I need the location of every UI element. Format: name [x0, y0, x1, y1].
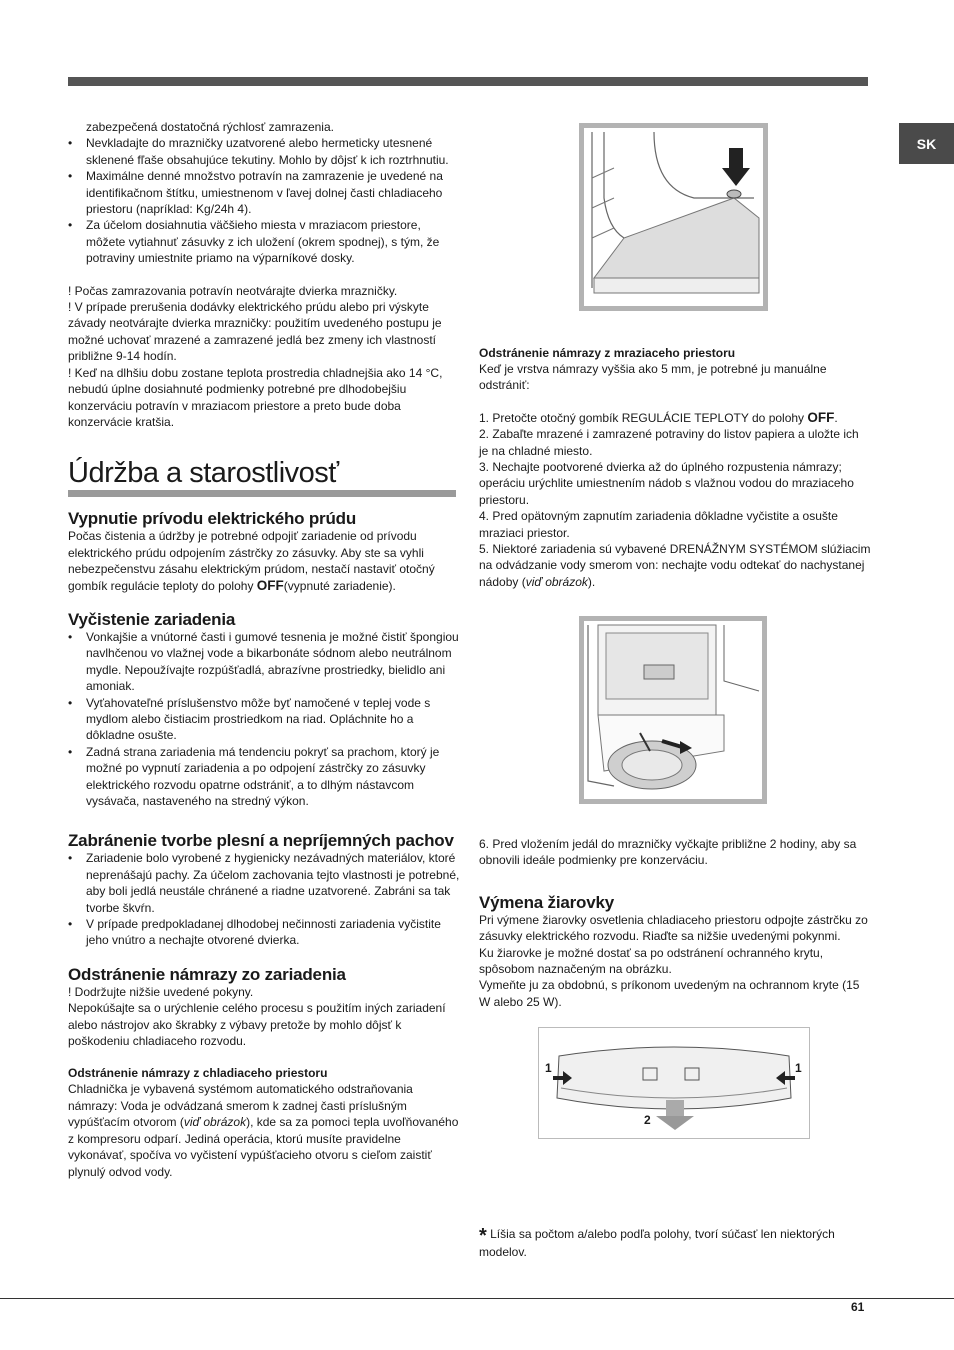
freezer-defrost-subtitle: Odstránenie námrazy z mraziaceho priestoru: [479, 346, 736, 360]
fridge-defrost-subtitle: Odstránenie námrazy z chladiaceho priestoru: [68, 1066, 328, 1081]
intro-bullet-list: [68, 135, 460, 266]
off-label: OFF: [807, 409, 835, 425]
section-title-mould: Zabránenie tvorbe plesní a nepríjemných pachov: [68, 831, 454, 851]
bulb-cover-figure: [538, 1027, 810, 1139]
section-title-power: Vypnutie prívodu elektrického prúdu: [68, 509, 357, 529]
section-title-defrost: Odstránenie námrazy zo zariadenia: [68, 964, 346, 984]
list-item: • Maximálne denné množstvo potravín na zamrazenie je uvedené na identifikačnom štítku, umiestnenom v ľavej dolnej časti chladiaceho priestoru (napríklad: Kg/24h 4).: [68, 168, 460, 217]
defrost-note: ! Dodržujte nižšie uvedené pokyny.: [68, 984, 254, 999]
list-item: • Zadná strana zariadenia má tendenciu pokryť sa prachom, ktorý je možné po vypnutí zariadenia a po odpojení zástrčky zo zásuvky elektrického rozvodu opatrne odstrániť, a to dlhým nástavcom vysávača, nastaveného na stredný výkon.: [68, 744, 460, 810]
drainage-illustration: [584, 621, 762, 799]
page-title: Údržba a starostlivosť: [68, 456, 456, 497]
right-column-defrost: [479, 345, 871, 590]
fridge-defrost-text: Chladnička je vybavená systémom automatického odstraňovania námrazy: Voda je odvádzaná smerom k zadnej časti príslušným vypúšťacím otvorom (viď obrázok), kde sa za pomoci tepla uvoľňovaného z kompresoru odparí. Jediná operácia, ktorú musíte pravidelne vykonávať, spočíva vo vyčistení vypúšťacieho otvoru s cieľom zaistiť plynulý odvod vody.: [68, 1082, 459, 1179]
footnote: * Líšia sa počtom a/alebo podľa polohy, tvorí súčasť len niektorých modelov.: [479, 1225, 835, 1259]
drainage-figure: [579, 616, 767, 804]
left-column: [68, 119, 460, 1180]
freezer-defrost-intro: Keď je vrstva námrazy vyššia ako 5 mm, je potrebné ju manuálne odstrániť:: [479, 362, 827, 393]
footer-divider: [0, 1298, 954, 1299]
freezer-compartment-figure: [579, 123, 768, 311]
step-4: 4. Pred opätovným zapnutím zariadenia dôkladne vyčistite a osušte mraziaci priestor.: [479, 509, 838, 540]
bulb-text: Pri výmene žiarovky osvetlenia chladiaceho priestoru odpojte zástrčku zo zásuvky elektrického rozvodu. Riaďte sa nižšie uvedenými pokynmi.: [479, 912, 868, 944]
header-bar: [68, 77, 868, 86]
step-1: 1. Pretočte otočný gombík REGULÁCIE TEPLOTY do polohy OFF.: [479, 409, 838, 425]
step-3: 3. Nechajte pootvorené dvierka až do úplného rozpustenia námrazy; operáciu urýchlite umiestnením nádob s vlažnou vodou do mraziaceho priestoru.: [479, 460, 854, 507]
defrost-text: Nepokúšajte sa o urýchlenie celého procesu s použitím iných zariadení alebo nástrojov ako škrabky z výbavy pretože by mohlo dôjsť k poškodeniu chladiaceho rozvodu.: [68, 1001, 446, 1049]
section-title-cleaning: Vyčistenie zariadenia: [68, 609, 236, 629]
footnote-star: *: [479, 1225, 487, 1247]
figure-label-right: 1: [795, 1061, 802, 1075]
section-title-bulb: Výmena žiarovky: [479, 892, 614, 912]
step-2: 2. Zabaľte mrazené i zamrazené potraviny do listov papiera a uložte ich je na chladné miesto.: [479, 427, 859, 458]
cleaning-bullet-list: [68, 629, 460, 809]
figure-label-bottom: 2: [644, 1113, 651, 1127]
figure-label-left: 1: [545, 1061, 552, 1075]
list-item: • Za účelom dosiahnutia väčšieho miesta v mraziacom priestore, môžete vytiahnuť zásuvky z ich uložení (okrem spodnej), s tým, že potraviny umiestnite priamo na výparníkové dosky.: [68, 217, 460, 266]
page-number: 61: [851, 1300, 865, 1314]
freezer-illustration: [584, 128, 763, 306]
warning-text: ! Počas zamrazovania potravín neotvárajte dvierka mrazničky.: [68, 283, 398, 298]
step-5: 5. Niektoré zariadenia sú vybavené DRENÁŽNYM SYSTÉMOM slúžiacim na odvádzanie vody smerom von: nechajte vodu odtekať do nachystanej nádoby (viď obrázok).: [479, 542, 871, 589]
list-item: • Vyťahovateľné príslušenstvo môže byť namočené v teplej vode s mydlom alebo čistiacim prostriedkom na riad. Opláchnite ho a dôkladne osušte.: [68, 695, 460, 744]
bulb-text: Ku žiarovke je možné dostať sa po odstránení ochranného krytu, spôsobom naznačeným na obrázku.: [479, 945, 824, 977]
list-item: • Nevkladajte do mrazničky uzatvorené alebo hermeticky utesnené sklenené fľaše obsahujúce tekutiny. Mohlo by dôjsť k ich roztrhnutiu.: [68, 135, 460, 168]
right-column-middle: [479, 836, 871, 1010]
intro-continuation: zabezpečená dostatočná rýchlosť zamrazenia.: [86, 120, 334, 134]
step-6: 6. Pred vložením jedál do mrazničky vyčkajte približne 2 hodiny, aby sa obnovili ideále podmienky pre konzerváciu.: [479, 837, 857, 868]
list-item: • Vonkajšie a vnútorné časti i gumové tesnenia je možné čistiť špongiou navlhčenou vo vlažnej vode a bikarbonáte sódnom alebo neutrálnom mydle. Nepoužívajte rozpúšťadlá, abrazívne prostriedky, bielidlo ani amoniak.: [68, 629, 460, 695]
language-tab: SK: [899, 123, 954, 164]
warning-text: ! V prípade prerušenia dodávky elektrického prúdu alebo pri výskyte závady neotvárajte dvierka mrazničky: použitím uvedeného postupu je možné uchovať mrazené a zamrazené jedlá bez zmeny ich vlastností približne 9-14 hodín.: [68, 300, 442, 364]
mould-bullet-list: [68, 850, 460, 948]
bulb-cover-illustration: [539, 1028, 809, 1138]
list-item: • Zariadenie bolo vyrobené z hygienicky nezávadných materiálov, ktoré neprenášajú pachy. Za účelom zachovania tejto vlastnosti je potrebné, aby boli jedlá neustále chránené a riadne uzatvorené. Zabráni sa tak tvorbe škvŕn.: [68, 850, 460, 916]
bulb-text: Vymeňte ju za obdobnú, s príkonom uvedeným na ochrannom kryte (15 W alebo 25 W).: [479, 978, 860, 1009]
list-item: • V prípade predpokladanej dlhodobej nečinnosti zariadenia vyčistite jeho vnútro a nechajte otvorené dvierka.: [68, 916, 460, 949]
power-text: Počas čistenia a údržby je potrebné odpojiť zariadenie od prívodu elektrického prúdu odpojením zástrčky zo zásuvky. Aby ste sa vyhli nebezpečenstvu zásahu elektrickým prúdom, nestačí nastaviť otočný gombík regulácie teploty do polohy OFF(vypnuté zariadenie).: [68, 529, 435, 593]
warning-text: ! Keď na dlhšiu dobu zostane teplota prostredia chladnejšia ako 14 °C, nebudú úplne dosiahnuté podmienky potrebné pre dlhodobejšiu konzerváciu potravín v mraziacom priestore a preto bude doba konzervácie kratšia.: [68, 365, 443, 429]
off-label: OFF: [256, 577, 284, 593]
